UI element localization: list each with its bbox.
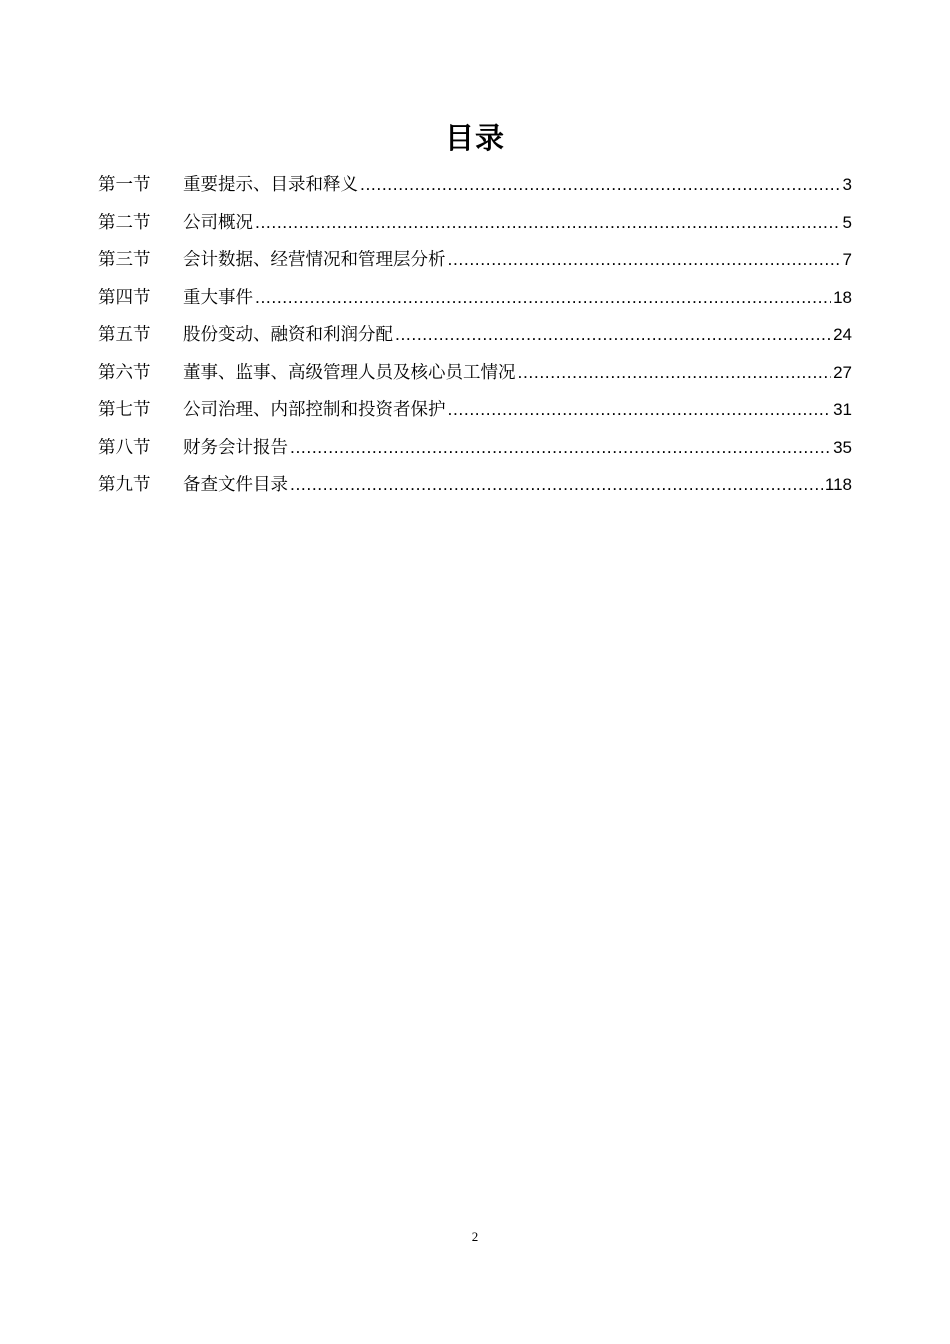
- toc-leader-dots: [518, 354, 832, 391]
- toc-leader-dots: [448, 391, 832, 428]
- toc-page-number: 24: [833, 325, 852, 344]
- page-footer-number: 2: [471, 1229, 479, 1244]
- toc-section-title: 股份变动、融资和利润分配: [183, 325, 393, 345]
- toc-entry-7[interactable]: [98, 391, 852, 429]
- toc-leader-dots: [290, 466, 823, 503]
- toc-entry-4[interactable]: [98, 279, 852, 317]
- toc-entry-5[interactable]: [98, 316, 852, 354]
- toc-section-title: 备查文件目录: [183, 475, 288, 495]
- toc-section-label: 第七节: [98, 400, 151, 420]
- toc-page-number: 7: [842, 250, 852, 269]
- toc-page-number: 27: [833, 362, 852, 382]
- toc-leader-dots: [395, 316, 831, 353]
- toc-section-label: 第五节: [98, 325, 151, 345]
- toc-section-label: 第四节: [98, 287, 151, 308]
- toc-leader-dots: [255, 204, 841, 241]
- toc-section-title: 会计数据、经营情况和管理层分析: [183, 250, 446, 270]
- toc-section-label: 第八节: [98, 437, 151, 458]
- toc-list: [98, 166, 852, 504]
- toc-page-number: 5: [842, 212, 852, 232]
- toc-section-label: 第六节: [98, 362, 151, 383]
- toc-leader-dots: [255, 279, 831, 316]
- toc-entry-1[interactable]: [98, 166, 852, 204]
- toc-entry-2[interactable]: [98, 204, 852, 242]
- toc-section-title: 财务会计报告: [183, 437, 288, 458]
- toc-page-number: 35: [833, 437, 852, 457]
- toc-page-number: 18: [833, 287, 852, 307]
- toc-section-title: 重大事件: [183, 287, 253, 308]
- toc-page-number: 31: [833, 400, 852, 419]
- toc-entry-8[interactable]: [98, 429, 852, 467]
- toc-page-number: 118: [824, 475, 852, 494]
- toc-title: 目录: [444, 121, 505, 155]
- toc-section-title: 董事、监事、高级管理人员及核心员工情况: [183, 362, 516, 383]
- toc-entry-6[interactable]: [98, 354, 852, 392]
- toc-section-label: 第一节: [98, 175, 151, 195]
- toc-section-label: 第九节: [98, 475, 151, 495]
- toc-leader-dots: [448, 241, 841, 278]
- toc-entry-9[interactable]: [98, 466, 852, 504]
- toc-leader-dots: [360, 166, 841, 203]
- toc-section-label: 第二节: [98, 212, 151, 233]
- toc-section-title: 公司治理、内部控制和投资者保护: [183, 400, 446, 420]
- toc-entry-3[interactable]: [98, 241, 852, 279]
- toc-leader-dots: [290, 429, 831, 466]
- toc-page-number: 3: [842, 175, 852, 194]
- toc-section-title: 重要提示、目录和释义: [183, 175, 358, 195]
- toc-section-title: 公司概况: [183, 212, 253, 233]
- toc-section-label: 第三节: [98, 250, 151, 270]
